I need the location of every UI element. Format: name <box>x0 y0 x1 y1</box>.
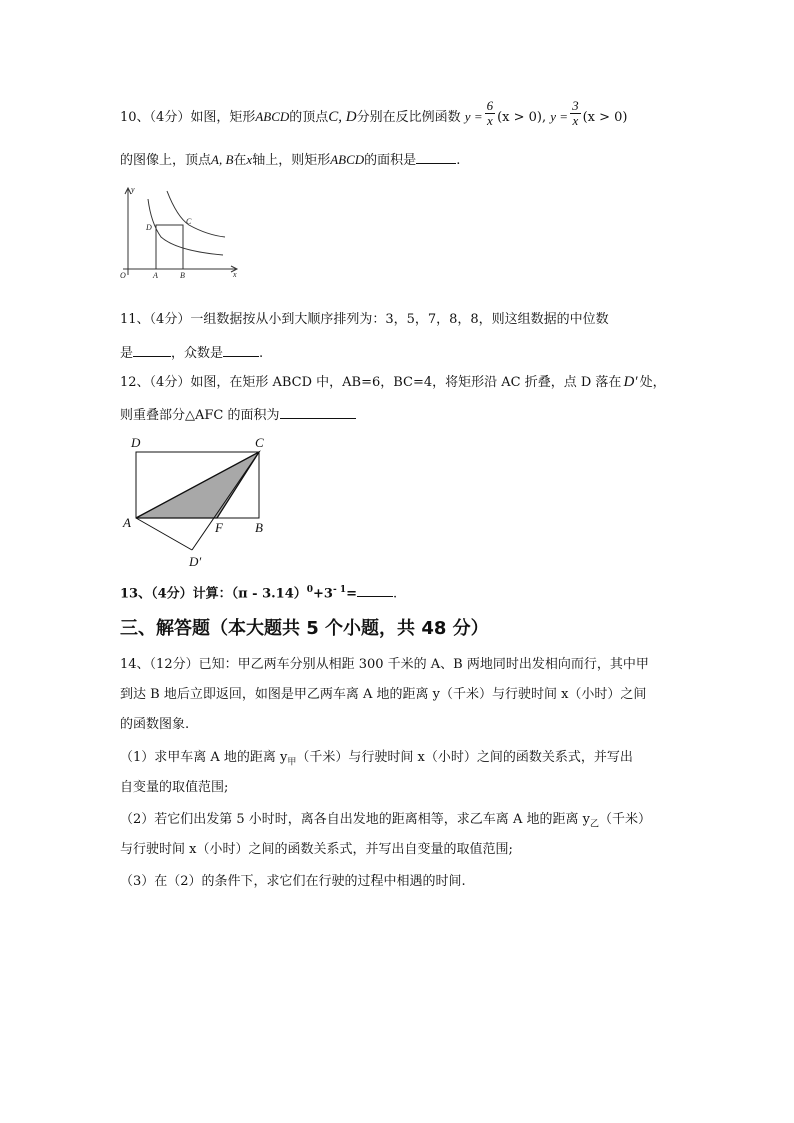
q13-line <box>120 581 397 603</box>
q10-label-c: C <box>186 217 192 226</box>
q11-mode-blank[interactable] <box>223 342 259 357</box>
q13-exp0: 0 <box>306 585 314 595</box>
q11-line2-b: ，众数是 <box>171 346 224 361</box>
q14-p3: （3）在（2）的条件下，求它们在行驶的过程中相遇的时间. <box>120 874 466 889</box>
q12-answer-blank[interactable] <box>280 404 356 419</box>
q14-line1 <box>120 656 649 674</box>
q11-line2 <box>120 342 263 363</box>
q10-line2-c: 轴上，则矩形 <box>252 153 331 168</box>
q11-line2-end: . <box>259 346 264 361</box>
q10-line1 <box>120 98 628 128</box>
q14-part3-line <box>120 873 466 891</box>
q10-prefix: 10、（4分）如图，矩形 <box>120 110 256 125</box>
q12-segment-ad-prime <box>136 518 192 550</box>
q10-text2: 分别在反比例函数 <box>356 110 461 125</box>
q10-text1: 的顶点 <box>289 110 329 125</box>
q14-p1-b: （千米）与行驶时间 x（小时）之间的函数关系式，并写出 <box>296 750 633 765</box>
q12-label-b: B <box>255 520 263 535</box>
q14-line1-text: 14、（12分）已知：甲乙两车分别从相距 300 千米的 A、B 两地同时出发相向而行，其中甲 <box>120 657 649 672</box>
q10-vertices-cd: C, D <box>328 109 357 125</box>
q11-line1 <box>120 311 609 329</box>
q10-func1-cond: (x > 0), <box>497 110 547 125</box>
q10-curve-outer <box>167 191 225 237</box>
q10-axis-x: x <box>246 152 253 167</box>
q14-line3-text: 的函数图象. <box>120 717 190 732</box>
q10-func1-num: 6 <box>486 98 494 113</box>
q12-d-prime: D′ <box>623 374 638 390</box>
q10-rect-name: ABCD <box>255 109 290 124</box>
q14-line3 <box>120 716 189 734</box>
q12-figure <box>120 432 270 572</box>
q12-line1-b: 处， <box>639 375 666 390</box>
q10-vertices-ab: A, B <box>211 152 234 167</box>
q14-line2 <box>120 686 646 704</box>
q14-p2-c: 与行驶时间 x（小时）之间的函数关系式，并写出自变量的取值范围; <box>120 842 513 857</box>
q10-line2-d: 的面积是 <box>364 153 417 168</box>
q12-label-c: C <box>255 435 264 450</box>
q14-p2-b: （千米） <box>598 812 651 827</box>
q12-label-f: F <box>215 520 223 535</box>
q10-func1-fraction <box>485 99 496 128</box>
q10-func1-lhs: y = <box>464 109 483 124</box>
q10-line2-end: . <box>456 153 461 168</box>
q13-exp1: - 1 <box>332 585 347 595</box>
q14-p2-a: （2）若它们出发第 5 小时时，离各自出发地的距离相等，求乙车离 A 地的距离 y <box>120 812 590 827</box>
q10-answer-blank[interactable] <box>416 149 456 164</box>
q12-label-d-prime: D′ <box>189 554 202 569</box>
q12-line1 <box>120 373 666 392</box>
q10-func1-den: x <box>486 113 493 128</box>
q12-line1-a: 12、（4分）如图，在矩形 ABCD 中，AB=6，BC=4，将矩形沿 AC 折叠，点 D 落在 <box>120 375 622 390</box>
q11-line1-text: 11、（4分）一组数据按从小到大顺序排列为：3，5，7，8，8，则这组数据的中位数 <box>120 312 609 327</box>
q14-part1-line1 <box>120 749 633 772</box>
q10-func2-den: x <box>572 113 579 128</box>
q11-line2-a: 是 <box>120 346 134 361</box>
q10-label-a: A <box>153 271 158 280</box>
q10-label-d: D <box>146 223 152 232</box>
q10-line2-b: 在 <box>233 153 247 168</box>
q10-line2-a: 的图像上，顶点 <box>120 153 212 168</box>
q10-figure <box>115 185 245 285</box>
q13-prefix: 13、（4分）计算：（π - 3.14） <box>120 586 307 602</box>
q10-func2-lhs: y = <box>550 109 569 124</box>
q14-p1-c: 自变量的取值范围; <box>120 780 229 795</box>
q10-label-x: x <box>233 270 237 279</box>
q12-label-a: A <box>123 515 131 530</box>
q10-line2 <box>120 149 460 170</box>
q14-p2-sub: 乙 <box>589 819 599 830</box>
q13-end: . <box>393 586 398 602</box>
q12-line2-text: 则重叠部分△AFC 的面积为 <box>120 408 280 423</box>
q10-func2-num: 3 <box>572 98 579 113</box>
q14-part2-line2 <box>120 841 513 859</box>
q12-label-d: D <box>131 435 141 450</box>
q10-func2-fraction <box>570 99 581 128</box>
q10-func2-cond: (x > 0) <box>582 110 628 125</box>
q14-p1-sub: 甲 <box>287 757 297 768</box>
q14-part2-line1 <box>120 811 651 834</box>
q13-mid: +3 <box>313 586 333 602</box>
q10-label-o: O <box>120 271 126 280</box>
section-3-title: 三、解答题（本大题共 5 个小题，共 48 分） <box>120 618 489 639</box>
q10-rect-name2: ABCD <box>330 152 365 167</box>
q14-part1-line2 <box>120 779 228 797</box>
q10-label-b: B <box>180 271 185 280</box>
q10-curve-inner <box>148 199 223 255</box>
q12-line2 <box>120 404 356 425</box>
q13-eq: = <box>346 586 358 602</box>
q13-answer-blank[interactable] <box>357 582 393 597</box>
q14-line2-text: 到达 B 地后立即返回，如图是甲乙两车离 A 地的距离 y（千米）与行驶时间 x（小时）之间 <box>120 687 647 702</box>
q11-median-blank[interactable] <box>133 342 171 357</box>
q14-p1-a: （1）求甲车离 A 地的距离 y <box>120 750 288 765</box>
q10-label-y: y <box>131 185 135 194</box>
